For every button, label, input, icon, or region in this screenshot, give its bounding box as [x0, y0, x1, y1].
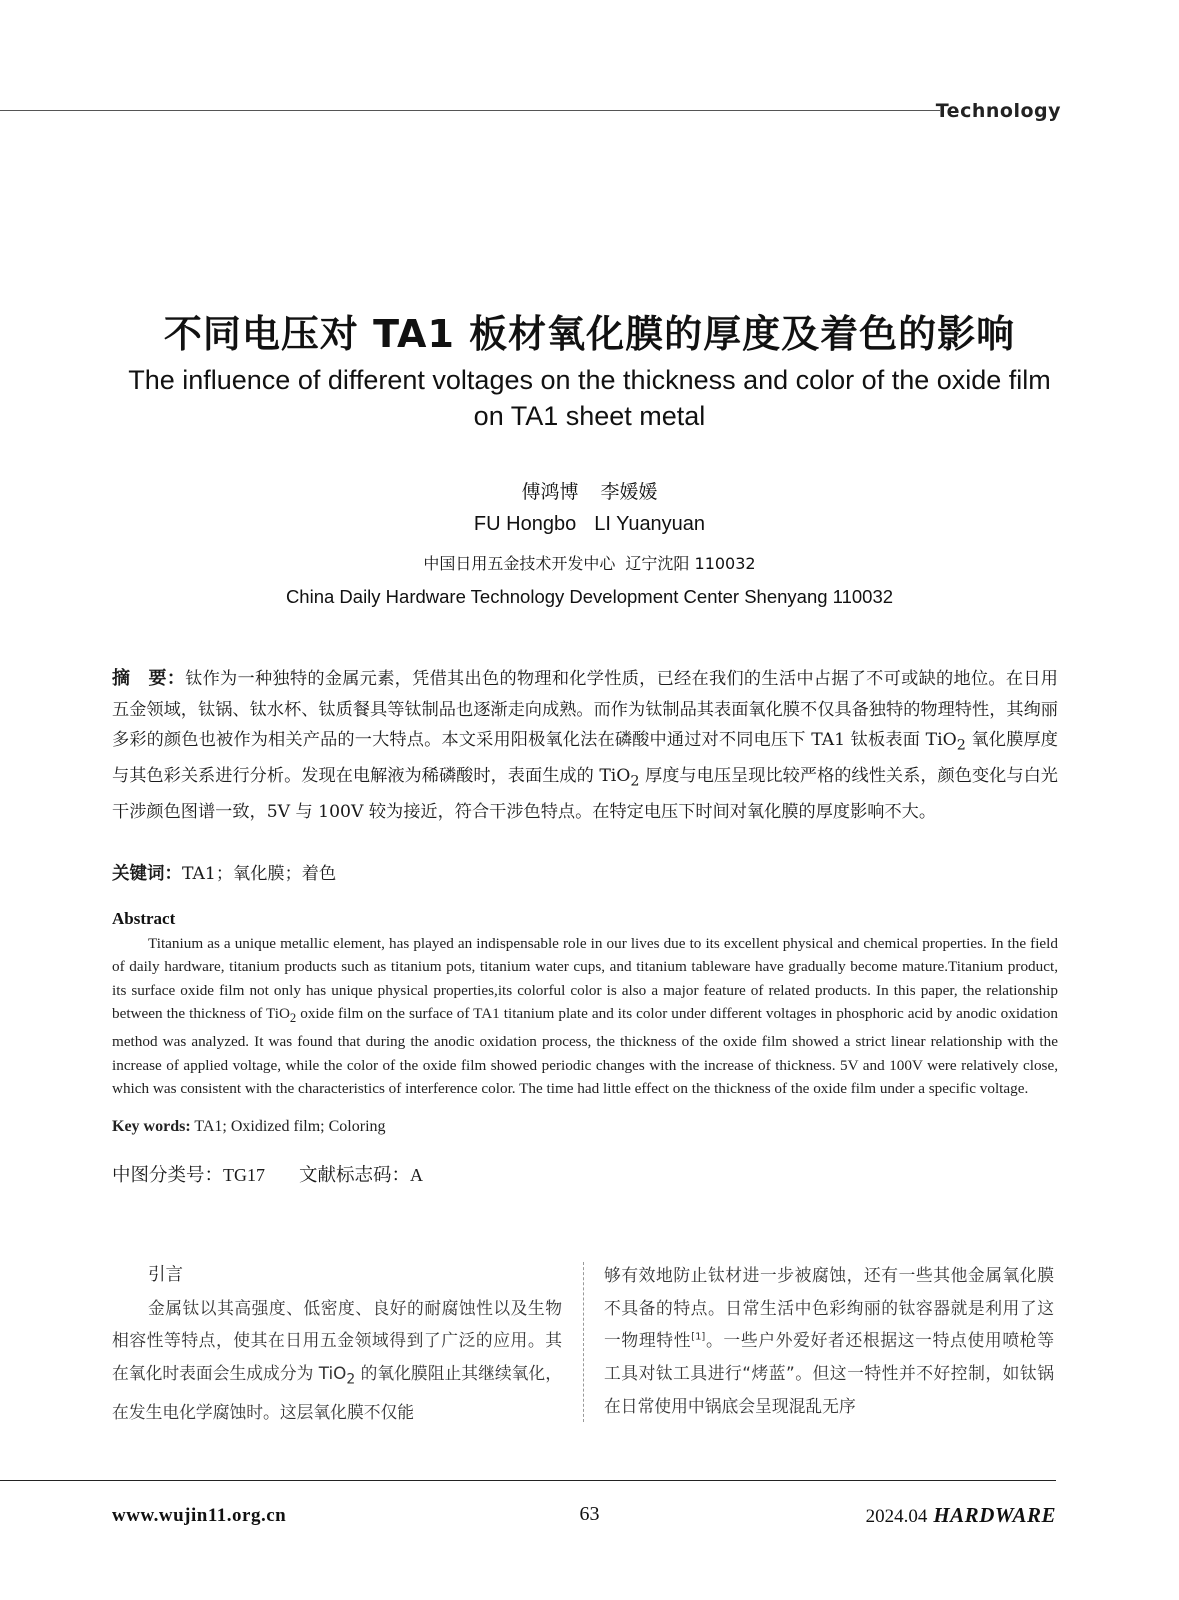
body-column-right — [604, 1259, 1054, 1423]
author-1-en: FU Hongbo — [473, 513, 577, 535]
issue-date: 2024.04 — [865, 1506, 928, 1527]
intro-heading: 引言 — [148, 1265, 183, 1285]
keywords-chinese — [112, 859, 336, 885]
magazine-name: HARDWARE — [933, 1503, 1056, 1527]
clc-value: TG17 — [223, 1165, 266, 1185]
classification — [112, 1161, 423, 1187]
keywords-english — [112, 1118, 386, 1136]
affiliation-place-cn: 辽宁沈阳 110032 — [625, 554, 756, 573]
affiliation-org-cn: 中国日用五金技术开发中心 — [423, 554, 616, 573]
clc-label: 中图分类号： — [112, 1165, 224, 1186]
keywords-en-label: Key words: — [112, 1118, 191, 1135]
title-english-line-2: on TA1 sheet metal — [473, 401, 706, 431]
footer-rule — [0, 1480, 1056, 1481]
abstract-cn-subscript-1: 2 — [956, 737, 966, 754]
intro-left-subscript: 2 — [346, 1371, 356, 1388]
intro-right-text-2: 。一些户外爱好者还根据这一特点使用喷枪等工具对钛工具进行“烤蓝”。但这一特性并不好控制，如钛锅在日常使用中锅底会呈现混乱无序 — [604, 1330, 1054, 1416]
abstract-english-heading: Abstract — [112, 909, 176, 928]
authors-english — [0, 513, 1179, 536]
intro-right-text-1: 够有效地防止钛材进一步被腐蚀，还有一些其他金属氧化膜不具备的特点。日常生活中色彩绚丽的钛容器就是利用了这一物理特性 — [604, 1265, 1054, 1351]
footer-issue — [866, 1503, 1056, 1528]
abstract-cn-text-2: 氧化膜厚度与其色彩关系进行分析。发现在电解液为稀磷酸时，表面生成的 TiO — [112, 730, 1058, 786]
abstract-cn-label: 摘 要： — [112, 668, 186, 689]
citation-ref-1: [1] — [691, 1331, 706, 1343]
keywords-cn-value: TA1；氧化膜；着色 — [182, 864, 337, 884]
intro-paragraph-right — [604, 1259, 1054, 1423]
author-2-en: LI Yuanyuan — [594, 513, 706, 535]
affiliation-english: China Daily Hardware Technology Development Center Shenyang 110032 — [285, 586, 894, 607]
abstract-english — [112, 932, 1058, 1100]
column-divider — [583, 1262, 584, 1422]
page-number: 63 — [579, 1503, 600, 1525]
body-column-left — [112, 1259, 562, 1429]
authors-chinese — [0, 477, 1179, 504]
abstract-cn-subscript-2: 2 — [630, 773, 640, 790]
title-english — [0, 362, 1179, 434]
author-1-cn: 傅鸿博 — [521, 481, 579, 503]
title-english-line-1: The influence of different voltages on the thickness and color of the oxide film — [128, 365, 1051, 395]
keywords-cn-label: 关键词： — [112, 864, 182, 884]
abstract-cn-text-1: 钛作为一种独特的金属元素，凭借其出色的物理和化学性质，已经在我们的生活中占据了不可或缺的地位。在日用五金领域，钛锅、钛水杯、钛质餐具等钛制品也逐渐走向成熟。而作为钛制品其表面氧化膜不仅具备独特的物理特性，其绚丽多彩的颜色也被作为相关产品的一大特点。本文采用阳极氧化法在磷酸中通过对不同电压下 TA1 钛板表面 TiO — [112, 669, 1058, 750]
intro-left-text-2: 的氧化膜阻止其继续氧化，在发生电化学腐蚀时。这层氧化膜不仅能 — [112, 1363, 562, 1423]
section-tag: Technology — [935, 100, 1061, 122]
keywords-en-value: TA1; Oxidized film; Coloring — [190, 1118, 386, 1135]
abstract-en-text-2: oxide film on the surface of TA1 titanium plate and its color under different voltages in phosphoric acid by anodic oxidation method was analyzed. It was found that during the anodic oxidation process, the thickness of the oxide film showed a strict linear relationship with the increase of applied voltage, while the color of the oxide film showed periodic changes with the increase of thickness. 5V and 100V were relatively close, which was consistent with the characteristics of interference color. The time had little effect on the thickness of the oxide film under a specific voltage. — [112, 1004, 1058, 1097]
intro-left-text-1: 金属钛以其高强度、低密度、良好的耐腐蚀性以及生物相容性等特点，使其在日用五金领域得到了广泛的应用。其在氧化时表面会生成成分为 TiO — [112, 1297, 562, 1384]
header-rule — [0, 110, 940, 111]
abstract-en-text-1: Titanium as a unique metallic element, has played an indispensable role in our lives due to its excellent physical and chemical properties. In the field of daily hardware, titanium products such as titanium pots, titanium water cups, and titanium tableware have gradually become mature.Titanium product, its surface oxide film not only has unique physical properties,its colorful color is also a major feature of related products. In this paper, the relationship between the thickness of TiO — [112, 935, 1058, 1022]
abstract-en-subscript: 2 — [289, 1010, 297, 1025]
affiliation-chinese — [0, 551, 1179, 574]
doc-code-value: A — [410, 1165, 424, 1185]
footer-url[interactable]: www.wujin11.org.cn — [112, 1505, 287, 1526]
abstract-cn-text-3: 厚度与电压呈现比较严格的线性关系，颜色变化与白光干涉颜色图谱一致，5V 与 100V 较为接近，符合干涉色特点。在特定电压下时间对氧化膜的厚度影响不大。 — [112, 765, 1058, 822]
author-2-cn: 李媛媛 — [600, 481, 658, 503]
doc-code-label: 文献标志码： — [299, 1165, 411, 1186]
abstract-chinese — [112, 664, 1058, 827]
title-chinese: 不同电压对 TA1 板材氧化膜的厚度及着色的影响 — [163, 312, 1016, 356]
intro-paragraph-left — [112, 1292, 562, 1429]
